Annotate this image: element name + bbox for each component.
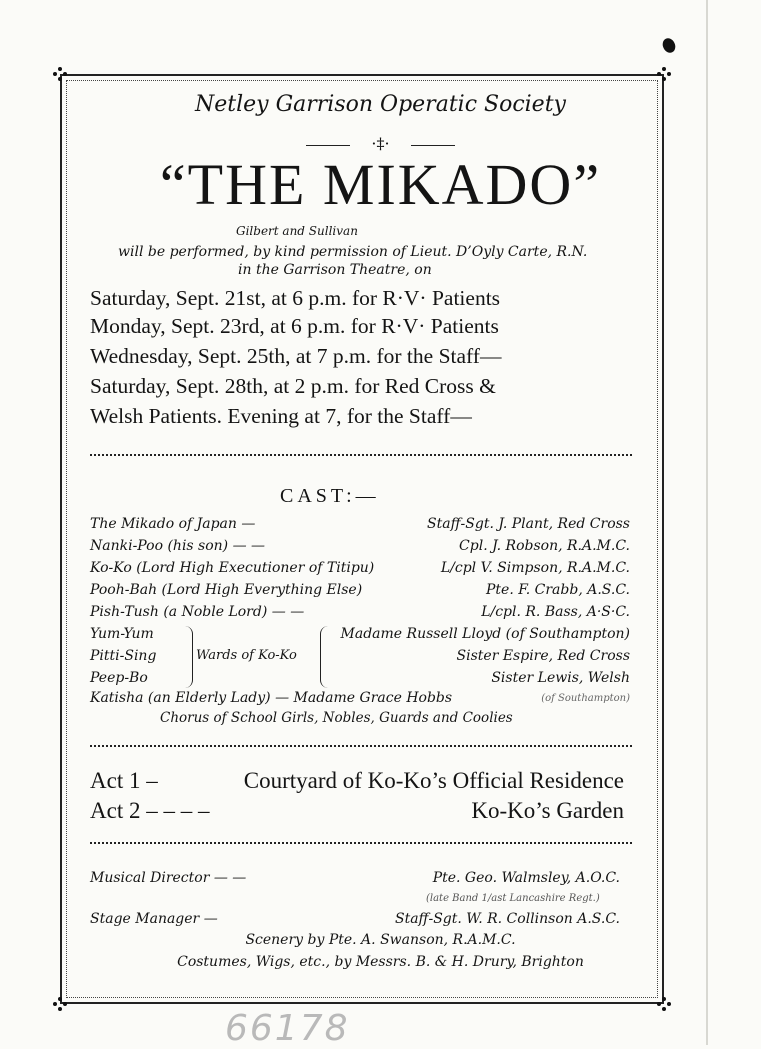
section-divider bbox=[90, 842, 632, 844]
title-ornament: ·‡· bbox=[371, 134, 390, 153]
cast-actor: Sister Espire, Red Cross bbox=[456, 648, 630, 664]
cast-actor: Cpl. J. Robson, R.A.M.C. bbox=[459, 538, 630, 554]
corner-ornament-top-right bbox=[657, 67, 671, 81]
wards-label: Wards of Ko-Ko bbox=[196, 648, 297, 663]
wards-brace-right bbox=[320, 626, 329, 688]
scenery-credit: Scenery by Pte. A. Swanson, R.A.M.C. bbox=[245, 932, 516, 948]
cast-row bbox=[90, 560, 630, 580]
cast-role: Pish-Tush (a Noble Lord) — — bbox=[90, 604, 305, 620]
authors: Gilbert and Sullivan bbox=[236, 224, 358, 238]
ink-blot bbox=[660, 36, 677, 55]
corner-ornament-top-left bbox=[53, 67, 67, 81]
act-number: Act 2 – – – – bbox=[90, 798, 210, 823]
credit-role: Musical Director — — bbox=[90, 870, 247, 886]
cast-actor: L/cpl V. Simpson, R.A.M.C. bbox=[440, 560, 630, 576]
society-name: Netley Garrison Operatic Society bbox=[195, 92, 566, 117]
credit-role: Stage Manager — bbox=[90, 911, 218, 927]
wards-brace bbox=[184, 626, 193, 688]
cast-row bbox=[90, 690, 630, 710]
cast-role: Pitti-Sing bbox=[90, 648, 157, 664]
cast-actor: Pte. F. Crabb, A.S.C. bbox=[485, 582, 630, 598]
section-divider bbox=[90, 745, 632, 747]
cast-role: The Mikado of Japan — bbox=[90, 516, 256, 532]
permission-line: will be performed, by kind permission of Lieut. D’Oyly Carte, R.N. bbox=[118, 244, 588, 260]
cast-role: Yum-Yum bbox=[90, 626, 154, 642]
cast-row bbox=[90, 538, 630, 558]
cast-row bbox=[90, 626, 630, 646]
venue-line: in the Garrison Theatre, on bbox=[238, 262, 432, 278]
cast-role: Katisha (an Elderly Lady) — Madame Grace Hobbs bbox=[90, 690, 453, 706]
cast-role: Ko-Ko (Lord High Executioner of Titipu) bbox=[90, 560, 375, 576]
cast-row bbox=[90, 582, 630, 602]
corner-ornament-bottom-left bbox=[53, 997, 67, 1011]
cast-actor: Madame Russell Lloyd (of Southampton) bbox=[340, 626, 630, 642]
performance-date: Saturday, Sept. 21st, at 6 p.m. for R·V· Patients bbox=[90, 286, 501, 310]
credit-person: Pte. Geo. Walmsley, A.O.C. bbox=[432, 870, 620, 886]
performance-date: Welsh Patients. Evening at 7, for the Staff— bbox=[90, 404, 472, 428]
costumes-credit: Costumes, Wigs, etc., by Messrs. B. & H. Drury, Brighton bbox=[177, 954, 584, 970]
cast-actor: (of Southampton) bbox=[541, 693, 630, 704]
act-scene: Ko-Ko’s Garden bbox=[471, 798, 624, 823]
performance-date: Wednesday, Sept. 25th, at 7 p.m. for the Staff— bbox=[90, 344, 502, 368]
ornament-rule-right bbox=[411, 145, 455, 146]
performance-date: Monday, Sept. 23rd, at 6 p.m. for R·V· Patients bbox=[90, 314, 499, 338]
cast-actor: Staff-Sgt. J. Plant, Red Cross bbox=[427, 516, 630, 532]
cast-row bbox=[90, 648, 630, 668]
act-scene: Courtyard of Ko-Ko’s Official Residence bbox=[243, 768, 624, 793]
cast-role: Peep-Bo bbox=[90, 670, 148, 686]
cast-row bbox=[90, 604, 630, 624]
cast-actor: Sister Lewis, Welsh bbox=[491, 670, 630, 686]
cast-role: Nanki-Poo (his son) — — bbox=[90, 538, 266, 554]
cast-heading: CAST:— bbox=[280, 485, 380, 507]
performance-date: Saturday, Sept. 28th, at 2 p.m. for Red Cross & bbox=[90, 374, 496, 398]
cast-row bbox=[90, 670, 630, 690]
handwritten-number: 66178 bbox=[225, 1008, 350, 1049]
corner-ornament-bottom-right bbox=[657, 997, 671, 1011]
section-divider bbox=[90, 454, 632, 456]
cast-actor: L/cpl. R. Bass, A·S·C. bbox=[481, 604, 630, 620]
credit-person: Staff-Sgt. W. R. Collinson A.S.C. bbox=[394, 911, 620, 927]
chorus-line: Chorus of School Girls, Nobles, Guards and Coolies bbox=[160, 710, 513, 726]
credit-note: (late Band 1/ast Lancashire Regt.) bbox=[426, 893, 600, 904]
act-number: Act 1 – bbox=[90, 768, 158, 793]
show-title: “THE MIKADO” bbox=[159, 152, 602, 217]
cast-role: Pooh-Bah (Lord High Everything Else) bbox=[90, 582, 363, 598]
cast-row bbox=[90, 516, 630, 536]
